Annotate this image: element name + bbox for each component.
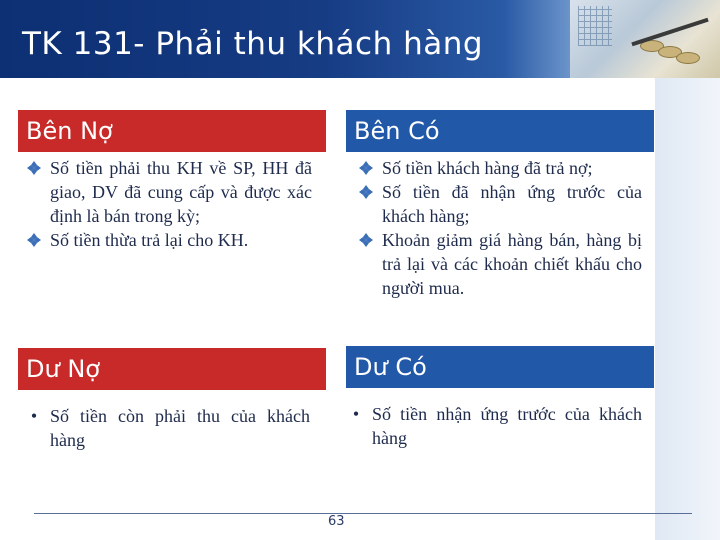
list-item: [26, 228, 312, 252]
coin-graphic: [676, 52, 700, 64]
list-item-text: Số tiền phải thu KH về SP, HH đã giao, DV đã cung cấp và được xác định là bán trong kỳ;: [50, 158, 312, 226]
list-item: [26, 156, 312, 228]
credit-list: [358, 156, 642, 300]
diamond-bullet-icon: [26, 160, 42, 176]
debit-header: Bên Nợ: [18, 110, 326, 152]
decorative-finance-image: [570, 0, 720, 78]
debit-balance-list: [26, 404, 310, 452]
list-item-text: Số tiền khách hàng đã trả nợ;: [382, 158, 593, 178]
list-item-text: Khoản giảm giá hàng bán, hàng bị trả lại và các khoản chiết khấu cho người mua.: [382, 230, 642, 298]
dot-bullet-icon: •: [352, 404, 360, 424]
list-item: [358, 180, 642, 228]
list-item: [358, 156, 642, 180]
list-item-text: Số tiền còn phải thu của khách hàng: [50, 406, 310, 450]
list-item: [26, 404, 310, 452]
credit-balance-list: [348, 402, 642, 450]
diamond-bullet-icon: [358, 160, 374, 176]
title-banner: [0, 0, 720, 78]
slide-title: TK 131- Phải thu khách hàng: [22, 26, 484, 62]
diamond-bullet-icon: [358, 232, 374, 248]
debit-balance-header: Dư Nợ: [18, 348, 326, 390]
footer-divider: [34, 513, 692, 514]
diamond-bullet-icon: [358, 184, 374, 200]
diamond-bullet-icon: [26, 232, 42, 248]
list-item-text: Số tiền thừa trả lại cho KH.: [50, 230, 249, 250]
pen-graphic: [631, 18, 708, 47]
page-number: 63: [328, 514, 345, 529]
list-item: [348, 402, 642, 450]
dot-bullet-icon: •: [30, 406, 38, 426]
list-item-text: Số tiền nhận ứng trước của khách hàng: [372, 404, 642, 448]
right-decorative-strip: [655, 78, 720, 540]
list-item: [358, 228, 642, 300]
credit-balance-header: Dư Có: [346, 346, 654, 388]
debit-list: [26, 156, 312, 252]
list-item-text: Số tiền đã nhận ứng trước của khách hàng;: [382, 182, 642, 226]
credit-header: Bên Có: [346, 110, 654, 152]
calculator-grid-graphic: [578, 6, 612, 46]
